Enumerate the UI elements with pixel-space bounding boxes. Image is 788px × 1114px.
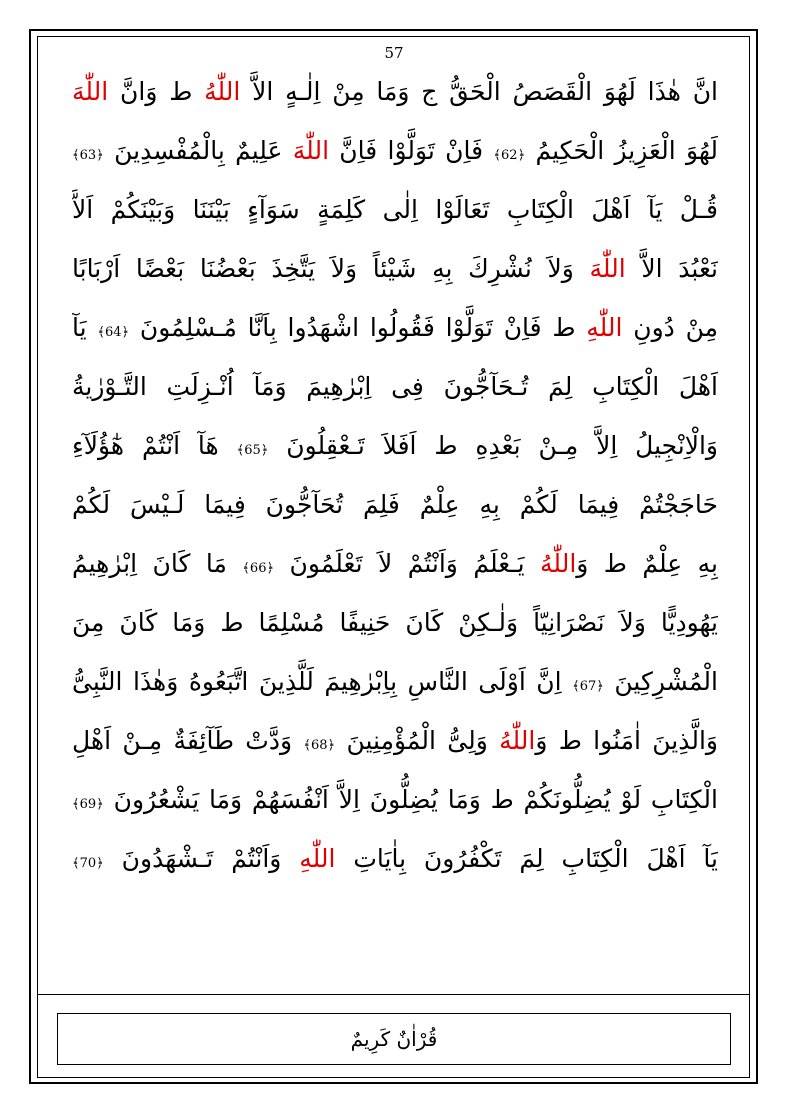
- verse-segment: مَا كَانَ اِبْرٰهِيمُ: [72, 549, 243, 578]
- verse-segment: بِهِ عِلْمٌ ط وَ: [576, 549, 718, 578]
- verse-number: ﴿66﴾: [242, 561, 275, 576]
- verse-segment: نَعْبُدَ الاَّ: [625, 254, 718, 283]
- divine-name: اللّٰهَ: [589, 254, 626, 283]
- verse-line: [72, 239, 718, 298]
- verse-line: [72, 652, 718, 711]
- verse-number: ﴿67﴾: [572, 679, 604, 694]
- divine-name: اللّٰهِ: [299, 844, 336, 873]
- verse-number: ﴿70﴾: [72, 856, 104, 871]
- verse-segment: يَآ: [72, 313, 98, 342]
- verse-segment: يَهُودِيًّا وَلاَ نَصْرَانِيّاً وَلٰـكِنْ كَانَ حَنِيفًا مُسْلِمًا ط وَمَا كَانَ مِنَ: [72, 608, 718, 637]
- verse-segment: انَّ هٰذَا لَهُوَ الْقَصَصُ الْحَقُّ ج وَمَا مِنْ اِلٰـهٍ الاَّ: [240, 77, 718, 106]
- verse-number: ﴿68﴾: [303, 738, 336, 753]
- verse-line: [72, 121, 718, 180]
- verse-segment: الْكِتَابِ لَوْ يُضِلُّونَكُمْ ط وَمَا يُضِلُّونَ اِلاَّ اَنْفُسَهُمْ وَمَا يَشْعُرُونَ: [103, 785, 718, 814]
- verse-line: [72, 770, 718, 829]
- divine-name: اللّٰهُ: [204, 77, 241, 106]
- verse-segment: وَاَنْتُمْ تَـشْهَدُونَ: [103, 844, 300, 873]
- verse-number: ﴿62﴾: [493, 148, 526, 163]
- verse-segment: قُـلْ يَآ اَهْلَ الْكِتَابِ تَعَالَوْا اِلٰى كَلِمَةٍ سَوَآءٍ بَيْنَنَا وَبَيْنَكُمْ اَلاَّ: [72, 195, 718, 224]
- verse-segment: وَالَّذِينَ اٰمَنُوا ط وَ: [535, 726, 718, 755]
- verse-segment: وَلِىُّ الْمُؤْمِنِينَ: [335, 726, 500, 755]
- divine-name: اللّٰهَ: [292, 136, 330, 165]
- verse-segment: الْمُشْرِكِينَ: [603, 667, 718, 696]
- footer-label-box: [57, 1013, 731, 1065]
- verse-segment: وَالْاِنْجِيلُ اِلاَّ مِـنْ بَعْدِهِ ط اَفَلاَ تَـعْقِلُونَ: [268, 431, 718, 460]
- divine-name: اللّٰهَ: [72, 77, 109, 106]
- footer-label: قُرْاٰنٌ كَرِيمٌ: [350, 1027, 438, 1051]
- verse-segment: يَآ اَهْلَ الْكِتَابِ لِمَ تَكْفُرُونَ بِاٰيَاتِ: [335, 844, 718, 873]
- verse-segment: اَهْلَ الْكِتَابِ لِمَ تُـحَآجُّونَ فِى اِبْرٰهِيمَ وَمَآ اُنْـزِلَتِ التَّـوْرٰيةُ: [72, 372, 718, 401]
- verse-segment: ط فَاِنْ تَوَلَّوْا فَقُولُوا اشْهَدُوا بِاَنَّا مُـسْلِمُونَ: [129, 313, 587, 342]
- verse-line: [72, 416, 718, 475]
- verse-line: [72, 298, 718, 357]
- verse-number: ﴿65﴾: [236, 443, 269, 458]
- verse-segment: وَلاَ نُشْرِكَ بِهِ شَيْئاً وَلاَ يَتَّخِذَ بَعْضُنَا بَعْضًا اَرْبَابًا: [72, 254, 590, 283]
- verse-segment: مِنْ دُونِ: [622, 313, 718, 342]
- verse-segment: حَاجَجْتُمْ فِيمَا لَكُمْ بِهِ عِلْمٌ فَلِمَ تُحَآجُّونَ فِيمَا لَـيْسَ لَكُمْ: [72, 490, 718, 519]
- footer-divider: [37, 994, 750, 995]
- verse-line: [72, 62, 718, 121]
- divine-name: اللّٰهُ: [540, 549, 577, 578]
- verse-segment: ط وَانَّ: [108, 77, 205, 106]
- verse-segment: وَدَّتْ طَآئِفَةٌ مِـنْ اَهْلِ: [72, 726, 304, 755]
- verse-segment: عَلِيمٌ بِالْمُفْسِدِينَ: [103, 136, 293, 165]
- verse-segment: اِنَّ اَوْلَى النَّاسِ بِاِبْرٰهِيمَ لَلَّذِينَ اتَّبَعُوهُ وَهٰذَا النَّبِىُّ: [72, 667, 573, 696]
- verse-segment: فَاِنْ تَوَلَّوْا فَاِنَّ: [329, 136, 494, 165]
- verse-text-block: [72, 62, 718, 888]
- verse-line: [72, 475, 718, 534]
- verse-segment: يَـعْلَمُ وَاَنْتُمْ لاَ تَعْلَمُونَ: [274, 549, 541, 578]
- divine-name: اللّٰهِ: [586, 313, 623, 342]
- verse-number: ﴿63﴾: [72, 148, 104, 163]
- verse-segment: لَهُوَ الْعَزِيزُ الْحَكِيمُ: [525, 136, 718, 165]
- verse-line: [72, 711, 718, 770]
- verse-segment: هَآ اَنْتُمْ هٰٓؤُلَآءِ: [72, 431, 237, 460]
- verse-line: [72, 180, 718, 239]
- divine-name: اللّٰهُ: [499, 726, 536, 755]
- verse-line: [72, 593, 718, 652]
- verse-line: [72, 357, 718, 416]
- verse-number: ﴿69﴾: [72, 797, 104, 812]
- page-number: 57: [384, 44, 404, 62]
- verse-number: ﴿64﴾: [97, 325, 130, 340]
- verse-line: [72, 534, 718, 593]
- verse-line: [72, 829, 718, 888]
